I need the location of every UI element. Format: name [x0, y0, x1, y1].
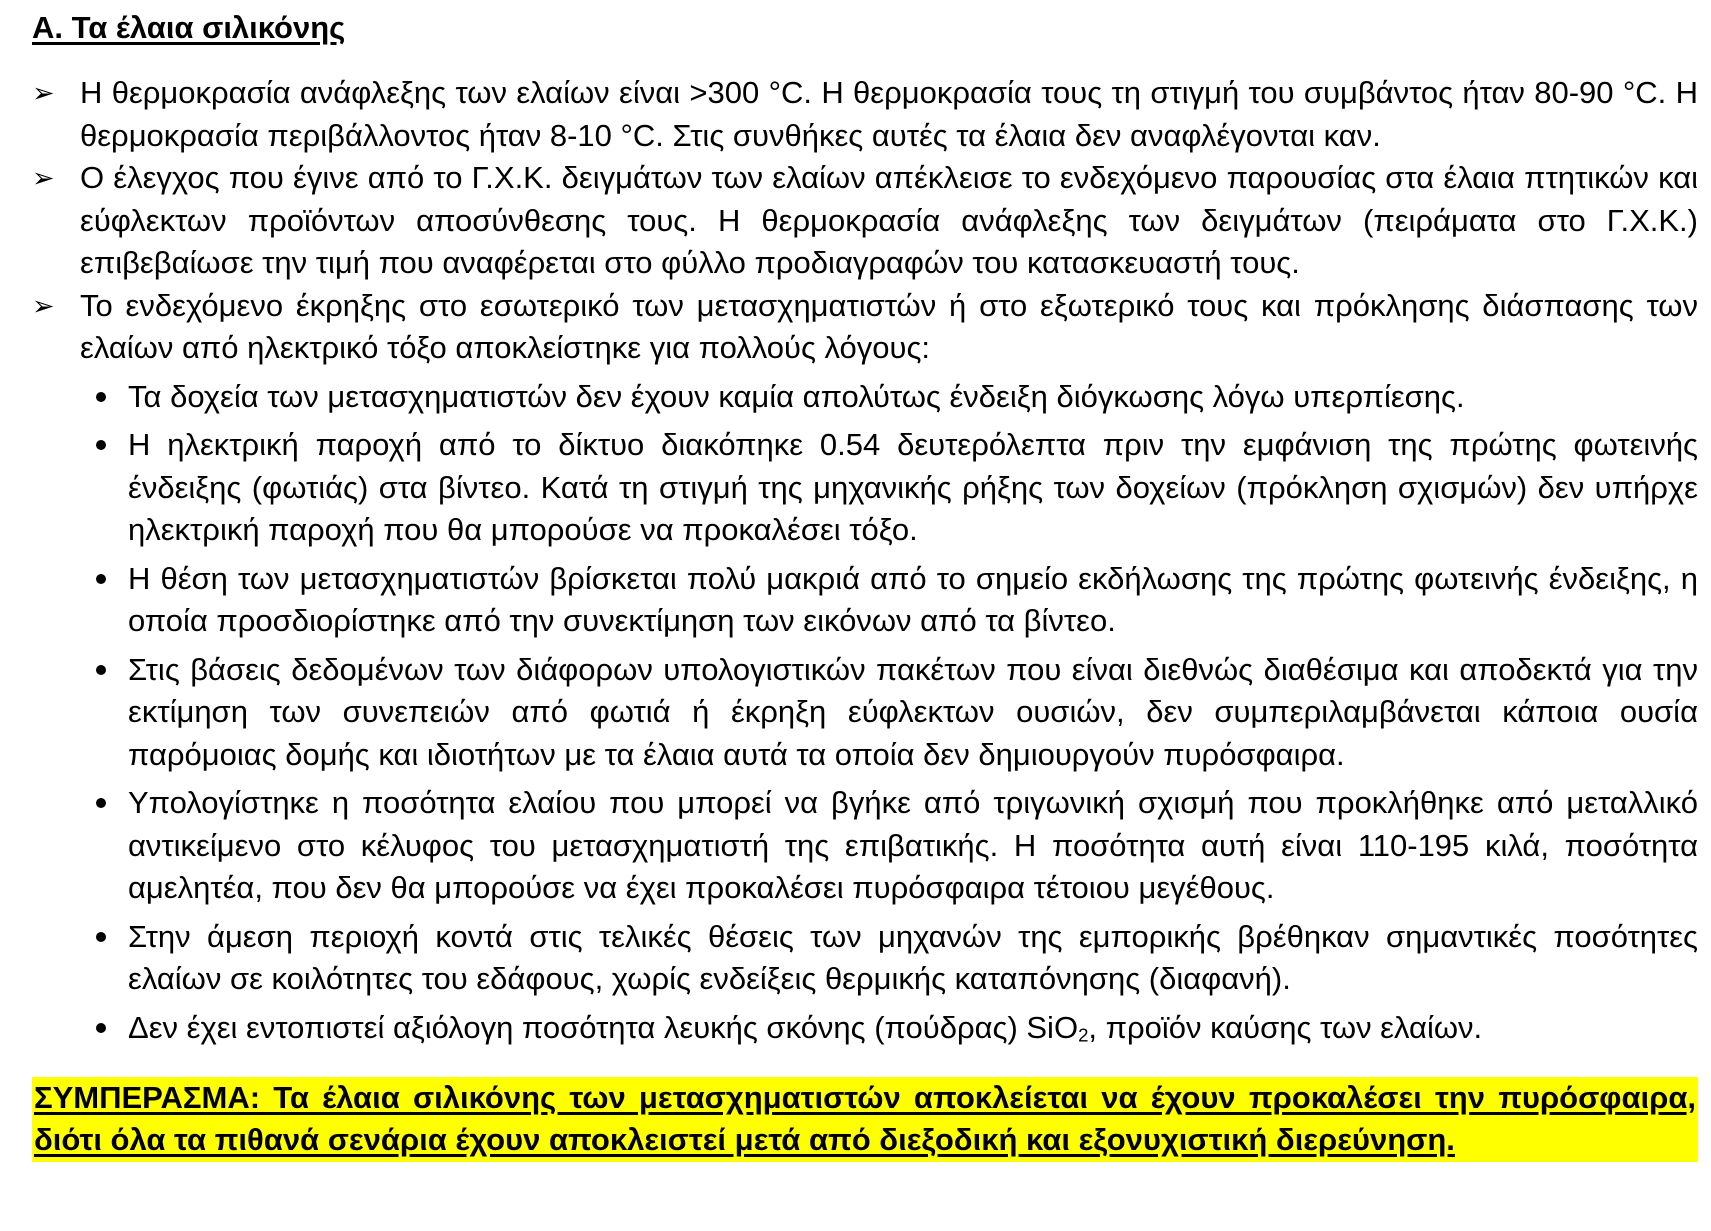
list-item-text: Ο έλεγχος που έγινε από το Γ.Χ.Κ. δειγμάτων των ελαίων απέκλεισε το ενδεχόμενο παρουσίας στα έλαια πτητικών και εύφλεκτων προϊόντων αποσύνθεσης τους. Η θερμοκρασία ανάφλεξης των δειγμάτων (πειράματα στο Γ.Χ.Κ.) επιβεβαίωσε την τιμή που αναφέρεται στο φύλλο προδιαγραφών του κατασκευαστή τους.	[80, 160, 1698, 280]
round-bullet-icon	[80, 649, 128, 777]
round-bullet-icon	[80, 424, 128, 552]
sub-list-item	[80, 782, 1698, 910]
document-page	[32, 6, 1698, 1162]
list-item-text: Το ενδεχόμενο έκρηξης στο εσωτερικό των μετασχηματιστών ή στο εξωτερικό τους και πρόκλησης διάσπασης των ελαίων από ηλεκτρικό τόξο αποκλείστηκε για πολλούς λόγους:	[80, 287, 1698, 365]
round-bullet-icon	[80, 558, 128, 643]
sub-list	[80, 376, 1698, 1057]
sub-list-item-text: Στις βάσεις δεδομένων των διάφορων υπολογιστικών πακέτων που είναι διεθνώς διαθέσιμα και αποδεκτά για την εκτίμηση των συνεπειών από φωτιά ή έκρηξη εύφλεκτων ουσιών, δεν συμπεριλαμβάνεται κάποια ουσία παρόμοιας δομής και ιδιοτήτων με τα έλαια αυτά τα οποία δεν δημιουργούν πυρόσφαιρα.	[128, 651, 1698, 772]
main-list	[32, 72, 1698, 1057]
subscript-two: 2	[1078, 1024, 1089, 1046]
list-item-text: Η θερμοκρασία ανάφλεξης των ελαίων είναι >300 °C. Η θερμοκρασία τους τη στιγμή του συμβάντος ήταν 80-90 °C. Η θερμοκρασία περιβάλλοντος ήταν 8-10 °C. Στις συνθήκες αυτές τα έλαια δεν αναφλέγονται καν.	[80, 75, 1698, 153]
arrow-bullet-icon: ➢	[32, 163, 55, 193]
sub-list-item	[80, 649, 1698, 777]
sub-list-item	[80, 424, 1698, 552]
list-item	[32, 285, 1698, 370]
list-item	[32, 72, 1698, 157]
round-bullet-icon	[80, 1007, 128, 1057]
arrow-bullet-icon: ➢	[32, 290, 55, 321]
sub-list-item-text-start: Δεν έχει εντοπιστεί αξιόλογη ποσότητα λευκής σκόνης (πούδρας) SiO	[128, 1009, 1079, 1045]
conclusion-highlight: ΣΥΜΠΕΡΑΣΜΑ: Τα έλαια σιλικόνης των μετασχηματιστών αποκλείεται να έχουν προκαλέσει την πυρόσφαιρα, διότι όλα τα πιθανά σενάρια έχουν αποκλειστεί μετά από διεξοδική και εξονυχιστική διερεύνηση.	[32, 1077, 1698, 1162]
sub-list-item	[80, 1007, 1698, 1057]
round-bullet-icon	[80, 376, 128, 419]
section-heading: Α. Τα έλαια σιλικόνης	[32, 10, 346, 45]
round-bullet-icon	[80, 782, 128, 910]
sub-list-item-text: Η ηλεκτρική παροχή από το δίκτυο διακόπηκε 0.54 δευτερόλεπτα πριν την εμφάνιση της πρώτης φωτεινής ένδειξης (φωτιάς) στα βίντεο. Κατά τη στιγμή της μηχανικής ρήξης των δοχείων (πρόκληση σχισμών) δεν υπήρχε ηλεκτρική παροχή που θα μπορούσε να προκαλέσει τόξο.	[128, 427, 1698, 547]
list-item	[32, 157, 1698, 285]
sub-list-item	[80, 558, 1698, 643]
sub-list-item-text: Στην άμεση περιοχή κοντά στις τελικές θέσεις των μηχανών της εμπορικής βρέθηκαν σημαντικές ποσότητες ελαίων σε κοιλότητες του εδάφους, χωρίς ενδείξεις θερμικής καταπόνησης (διαφανή).	[128, 918, 1698, 996]
sub-list-item-text: Η θέση των μετασχηματιστών βρίσκεται πολύ μακριά από το σημείο εκδήλωσης της πρώτης φωτεινής ένδειξης, η οποία προσδιορίστηκε από την συνεκτίμηση των εικόνων από τα βίντεο.	[128, 560, 1698, 638]
arrow-bullet-icon: ➢	[32, 78, 55, 108]
sub-list-item-text-end: , προϊόν καύσης των ελαίων.	[1088, 1009, 1483, 1045]
sub-list-item	[80, 916, 1698, 1001]
sub-list-item-text	[128, 1007, 1698, 1057]
sub-list-item	[80, 376, 1698, 419]
round-bullet-icon	[80, 916, 128, 1001]
sub-list-item-text: Τα δοχεία των μετασχηματιστών δεν έχουν καμία απολύτως ένδειξη διόγκωσης λόγω υπερπίεσης.	[128, 378, 1465, 414]
sub-list-item-text: Υπολογίστηκε η ποσότητα ελαίου που μπορεί να βγήκε από τριγωνική σχισμή που προκλήθηκε από μεταλλικό αντικείμενο στο κέλυφος του μετασχηματιστή της επιβατικής. Η ποσότητα αυτή είναι 110-195 κιλά, ποσότητα αμελητέα, που δεν θα μπορούσε να έχει προκαλέσει πυρόσφαιρα τέτοιου μεγέθους.	[128, 785, 1698, 905]
